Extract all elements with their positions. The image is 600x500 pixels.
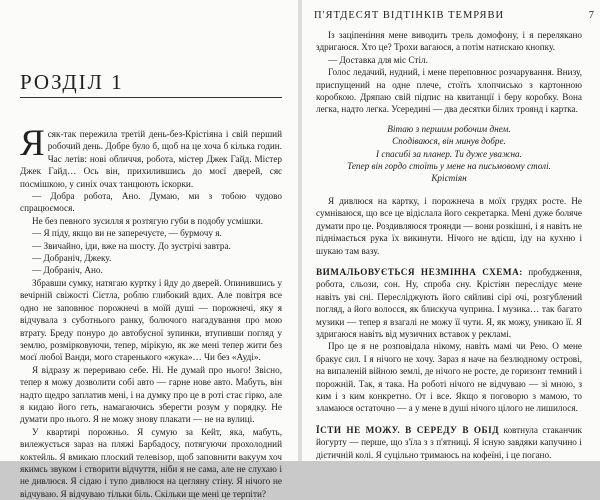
right-page	[302, 0, 600, 461]
chapter-rule	[20, 97, 282, 98]
paragraph: Збравши сумку, натягаю куртку і йду до дверей. Опинившись у вечірній свіжості Сієтла, роблю глибокий вдих. Але повітря все одно не заповнює порожнечі в моїй душі — порожнечі, яку я відчувала з суботнього ранку, болючого нагадування про мою втрату. Бреду понуро до автобусної зупинки, втупивши погляд у землю, розмірковуючи, тепер, мірікую, як же мені тепер жити без моєї любої Ванди, мого старенького «жука»… Чи без «Ауді».	[20, 277, 282, 363]
paragraph: Із заціпеніння мене виводить трель домофону, і я перелякано здригаюся. Хто це? Трохи вагаюся, а потім натискаю кнопку.	[316, 30, 582, 53]
drop-cap: Я	[20, 123, 45, 164]
paragraph: Я дивлюся на картку, і порожнеча в моїх грудях росте. Не сумніваюся, що все це відіслала його секретарка. Мені дуже боляче думати про це. Роздивляюся троянди — вони розкішні, і я навіть не піднімається рука їх викинути. Нічого не вдієш, іду на кухню і шукаю там вазу.	[316, 195, 582, 256]
running-head-title: П'ЯТДЕСЯТ ВІДТІНКІВ ТЕМРЯВИ	[314, 10, 505, 21]
section-lead: ВИМАЛЬОВУЄТЬСЯ НЕЗМІННА СХЕМА:	[316, 266, 523, 277]
paragraph: — Звичайно, іди, вже на шосту. До зустрічі завтра.	[32, 240, 231, 251]
section-paragraph	[316, 424, 582, 461]
paragraph: — Доставка для міс Стіл.	[328, 54, 428, 65]
right-body-text	[316, 29, 582, 461]
running-header	[314, 10, 594, 21]
paragraph: Про це я не розповідала нікому, навіть мамі чи Рею. О мене бракує сил. І я нічого не хочу. Зараз я наче на безлюдному острові, на випаленій війною землі, де нічого не росте, де горизонт темний і порожній. Так, я така. На роботі нічого не відчуваю — зі мною, з ким і з ким конкретно. От і все. Якщо я поговорю з мамою, то зламаюся остаточно — а у мене в душі нічого цілого не лишилося.	[316, 341, 582, 414]
note-line: Вітаю з першим робочим днем.	[387, 123, 511, 134]
paragraph: У квартирі порожньо. Я сумую за Кейт, яка, мабуть, вилежується зараз на пляжі Барбадосу, потягуючи прохолодний коктейль. Я вмикаю плоский телевізор, щоб заповнити вакуум хоч якимсь звуком і створити відчуття, ніби я не сама, але не слухаю і не дивлюся. Я сідаю і тупо дивлюся на цегляну стіну. Я нічого не відчуваю. Я відчуваю тільки біль. Скільки ще мені це терпіти?	[20, 426, 282, 499]
note-line: Тепер він гордо стоїть у мене на письмовому столі.	[347, 161, 551, 172]
card-note	[316, 123, 582, 185]
section-paragraph-text: пробудження, робота, сльози, сон. Ну, спроба сну. Крістіян переслідує мене навіть уві сні. Пересліджують його сяйливі сірі очі, розгублений погляд, а його волосся, як блискуча чуприна. І музика… так багато музики — тепер я взагалі не можу її чути. Я, як можу, уникаю її. Я здригаюся навіть від музичних вставок у рекламі.	[316, 266, 582, 339]
left-body-text	[20, 123, 282, 500]
note-line: І спасибі за планер. Ти дуже уважна.	[376, 148, 522, 159]
section-paragraph	[316, 266, 582, 340]
section-break	[316, 415, 582, 424]
note-line: Сподіваюся, він минув добре.	[392, 136, 506, 147]
chapter-title: РОЗДІЛ 1	[20, 70, 124, 94]
section-lead: ЇСТИ НЕ МОЖУ. В СЕРЕДУ В ОБІД	[316, 424, 500, 435]
paragraph: Голос ледачий, нудний, і мене переповнює розчарування. Внизу, приспущений на одне плече, стоїть хлопчисько з картонною коробкою. Дряпаю свій підпис на квитанції і беру коробку. Вона легка, надто легка. Усередині — два десятки білих троянд і картка.	[316, 67, 582, 115]
paragraph: Не без певного зусилля я розтягую губи в подобу усмішки.	[32, 215, 263, 226]
paragraph: — Добра робота, Ано. Думаю, ми з тобою чудово спрацюємося.	[20, 191, 282, 214]
opening-paragraph	[20, 123, 282, 190]
left-page	[0, 0, 298, 499]
paragraph: — Добраніч, Джеку.	[32, 253, 112, 264]
section-paragraph-text: ковтнула стаканчик йогурту — перше, що з'їла з з п'ятниці. Я існую завдяки капучино і дієтичній колі. Я суцільно тримаюсь на кофеїні, і це погано.	[316, 424, 582, 460]
paragraph: — Я піду, якщо ви не заперечуєте, — бурмочу я.	[32, 228, 222, 239]
paragraph: — Добраніч, Ано.	[32, 265, 103, 276]
opening-paragraph-text: сяк-так пережила третій день-без-Крістіяна і свій перший робочий день. Добре було б, щоб на це хоча б кілька годин. Час летів: нові обличчя, робота, містер Джек Гайд. Містер Джек Гайд… Ось він, прихилившись до моєї дверей, сяє посмішкою, у синіх очах танцюють іскорки.	[20, 129, 282, 189]
section-break	[316, 257, 582, 266]
paragraph: Я відразу ж перериваю себе. Ні. Не думай про нього! Звісно, тепер я можу дозволити собі авто — гарне нове авто. Мабуть, він надто щедро заплатив мені, і на думку про це в роті стає гірко, але я кидаю його геть, намагаючись зберегти розум у порядку. Не думати про нього. Я не можу знову плакати — не на вулиці.	[20, 364, 282, 425]
page-number: 7	[588, 10, 594, 21]
note-signature: Крістіян	[431, 173, 467, 184]
